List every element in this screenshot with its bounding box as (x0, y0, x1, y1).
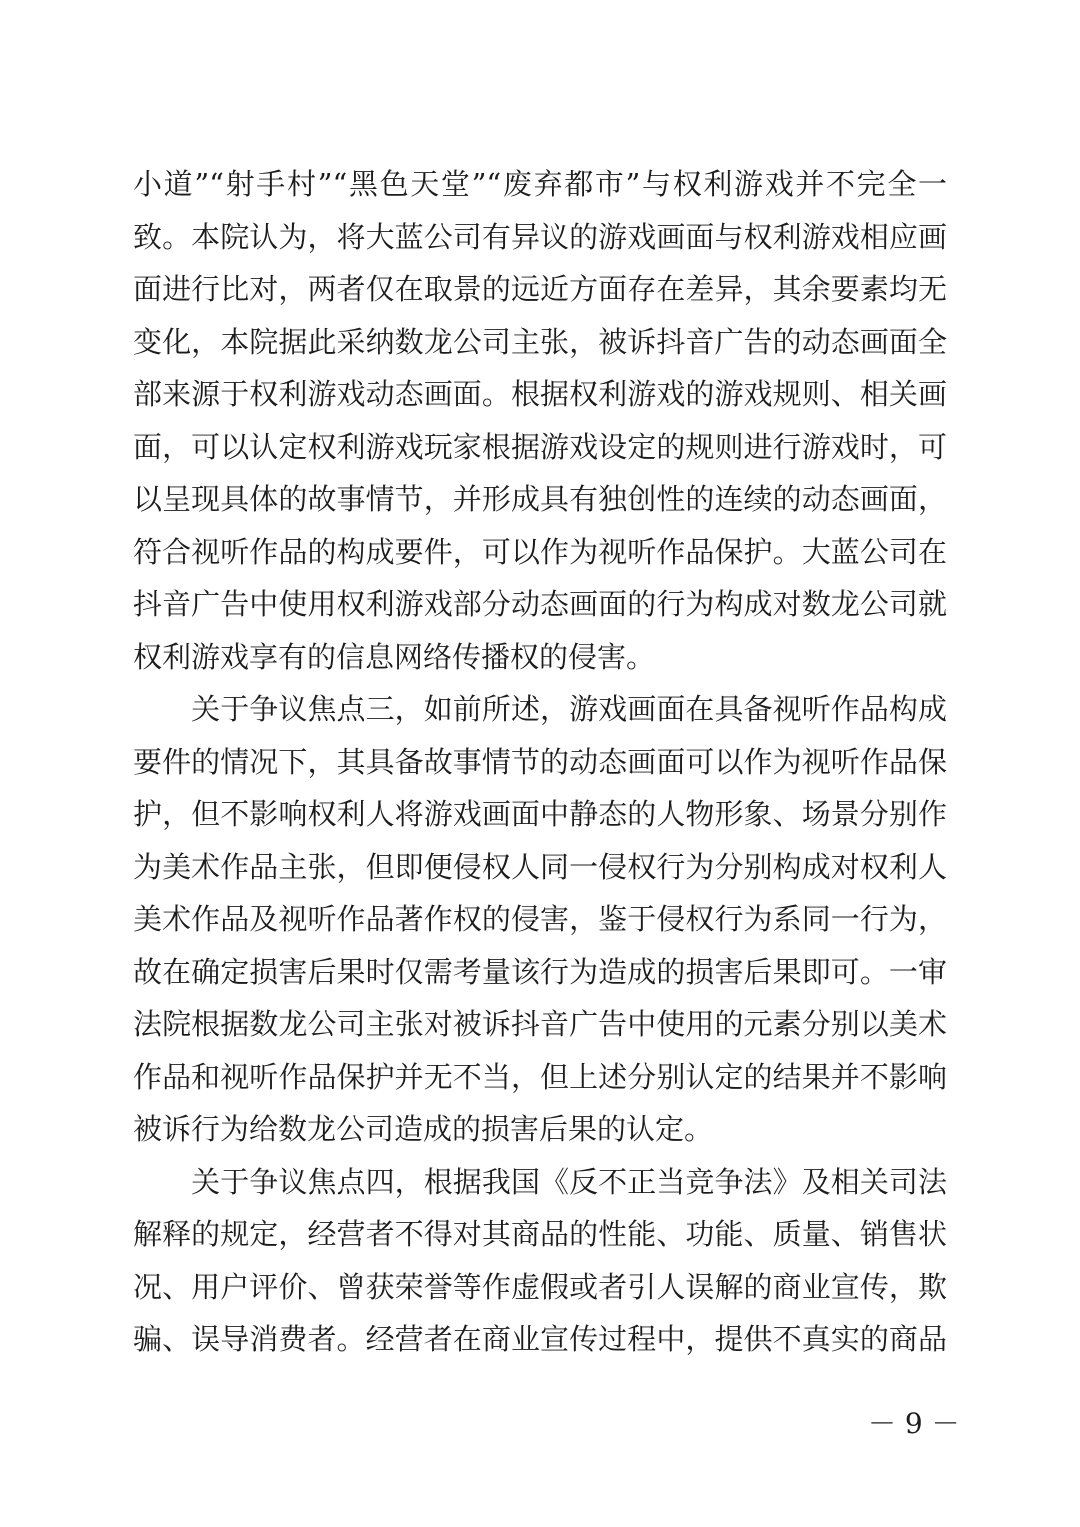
text-line: 以呈现具体的故事情节，并形成具有独创性的连续的动态画面， (133, 482, 947, 516)
text-line: 部来源于权利游戏动态画面。根据权利游戏的游戏规则、相关画 (133, 377, 947, 411)
text-line: 护，但不影响权利人将游戏画面中静态的人物形象、场景分别作 (133, 797, 947, 831)
text-line: 小道”“射手村”“黑色天堂”“废弃都市”与权利游戏并不完全一 (133, 167, 947, 201)
text-line: 法院根据数龙公司主张对被诉抖音广告中使用的元素分别以美术 (133, 1007, 947, 1041)
text-line: 要件的情况下，其具备故事情节的动态画面可以作为视听作品保 (133, 744, 947, 779)
text-line: 变化，本院据此采纳数龙公司主张，被诉抖音广告的动态画面全 (133, 324, 947, 359)
text-line: 美术作品及视听作品著作权的侵害，鉴于侵权行为系同一行为， (133, 902, 947, 936)
paragraph-3 (133, 1156, 947, 1366)
text-line: 关于争议焦点四，根据我国《反不正当竞争法》及相关司法 (133, 1164, 947, 1199)
body-text (133, 158, 947, 1366)
text-line: 为美术作品主张，但即便侵权人同一侵权行为分别构成对权利人 (133, 849, 947, 884)
text-line: 作品和视听作品保护并无不当，但上述分别认定的结果并不影响 (133, 1059, 947, 1094)
text-line: 故在确定损害后果时仅需考量该行为造成的损害后果即可。一审 (133, 954, 947, 989)
text-line: 解释的规定，经营者不得对其商品的性能、功能、质量、销售状 (133, 1217, 947, 1251)
text-line: 面，可以认定权利游戏玩家根据游戏设定的规则进行游戏时，可 (133, 429, 947, 464)
text-line: 况、用户评价、曾获荣誉等作虚假或者引人误解的商业宣传，欺 (133, 1269, 947, 1304)
text-line: 符合视听作品的构成要件，可以作为视听作品保护。大蓝公司在 (133, 534, 947, 569)
text-line: 关于争议焦点三，如前所述，游戏画面在具备视听作品构成 (133, 692, 947, 726)
paragraph-1 (133, 158, 947, 683)
paragraph-2 (133, 683, 947, 1156)
text-line: 骗、误导消费者。经营者在商业宣传过程中，提供不真实的商品 (133, 1322, 947, 1356)
text-line: 致。本院认为，将大蓝公司有异议的游戏画面与权利游戏相应画 (133, 219, 947, 254)
page-number: － 9 － (868, 1407, 960, 1440)
text-line: 面进行比对，两者仅在取景的远近方面存在差异，其余要素均无 (133, 272, 947, 306)
text-line: 权利游戏享有的信息网络传播权的侵害。 (133, 639, 656, 674)
text-line: 抖音广告中使用权利游戏部分动态画面的行为构成对数龙公司就 (133, 587, 947, 621)
text-line: 被诉行为给数龙公司造成的损害后果的认定。 (133, 1112, 714, 1146)
